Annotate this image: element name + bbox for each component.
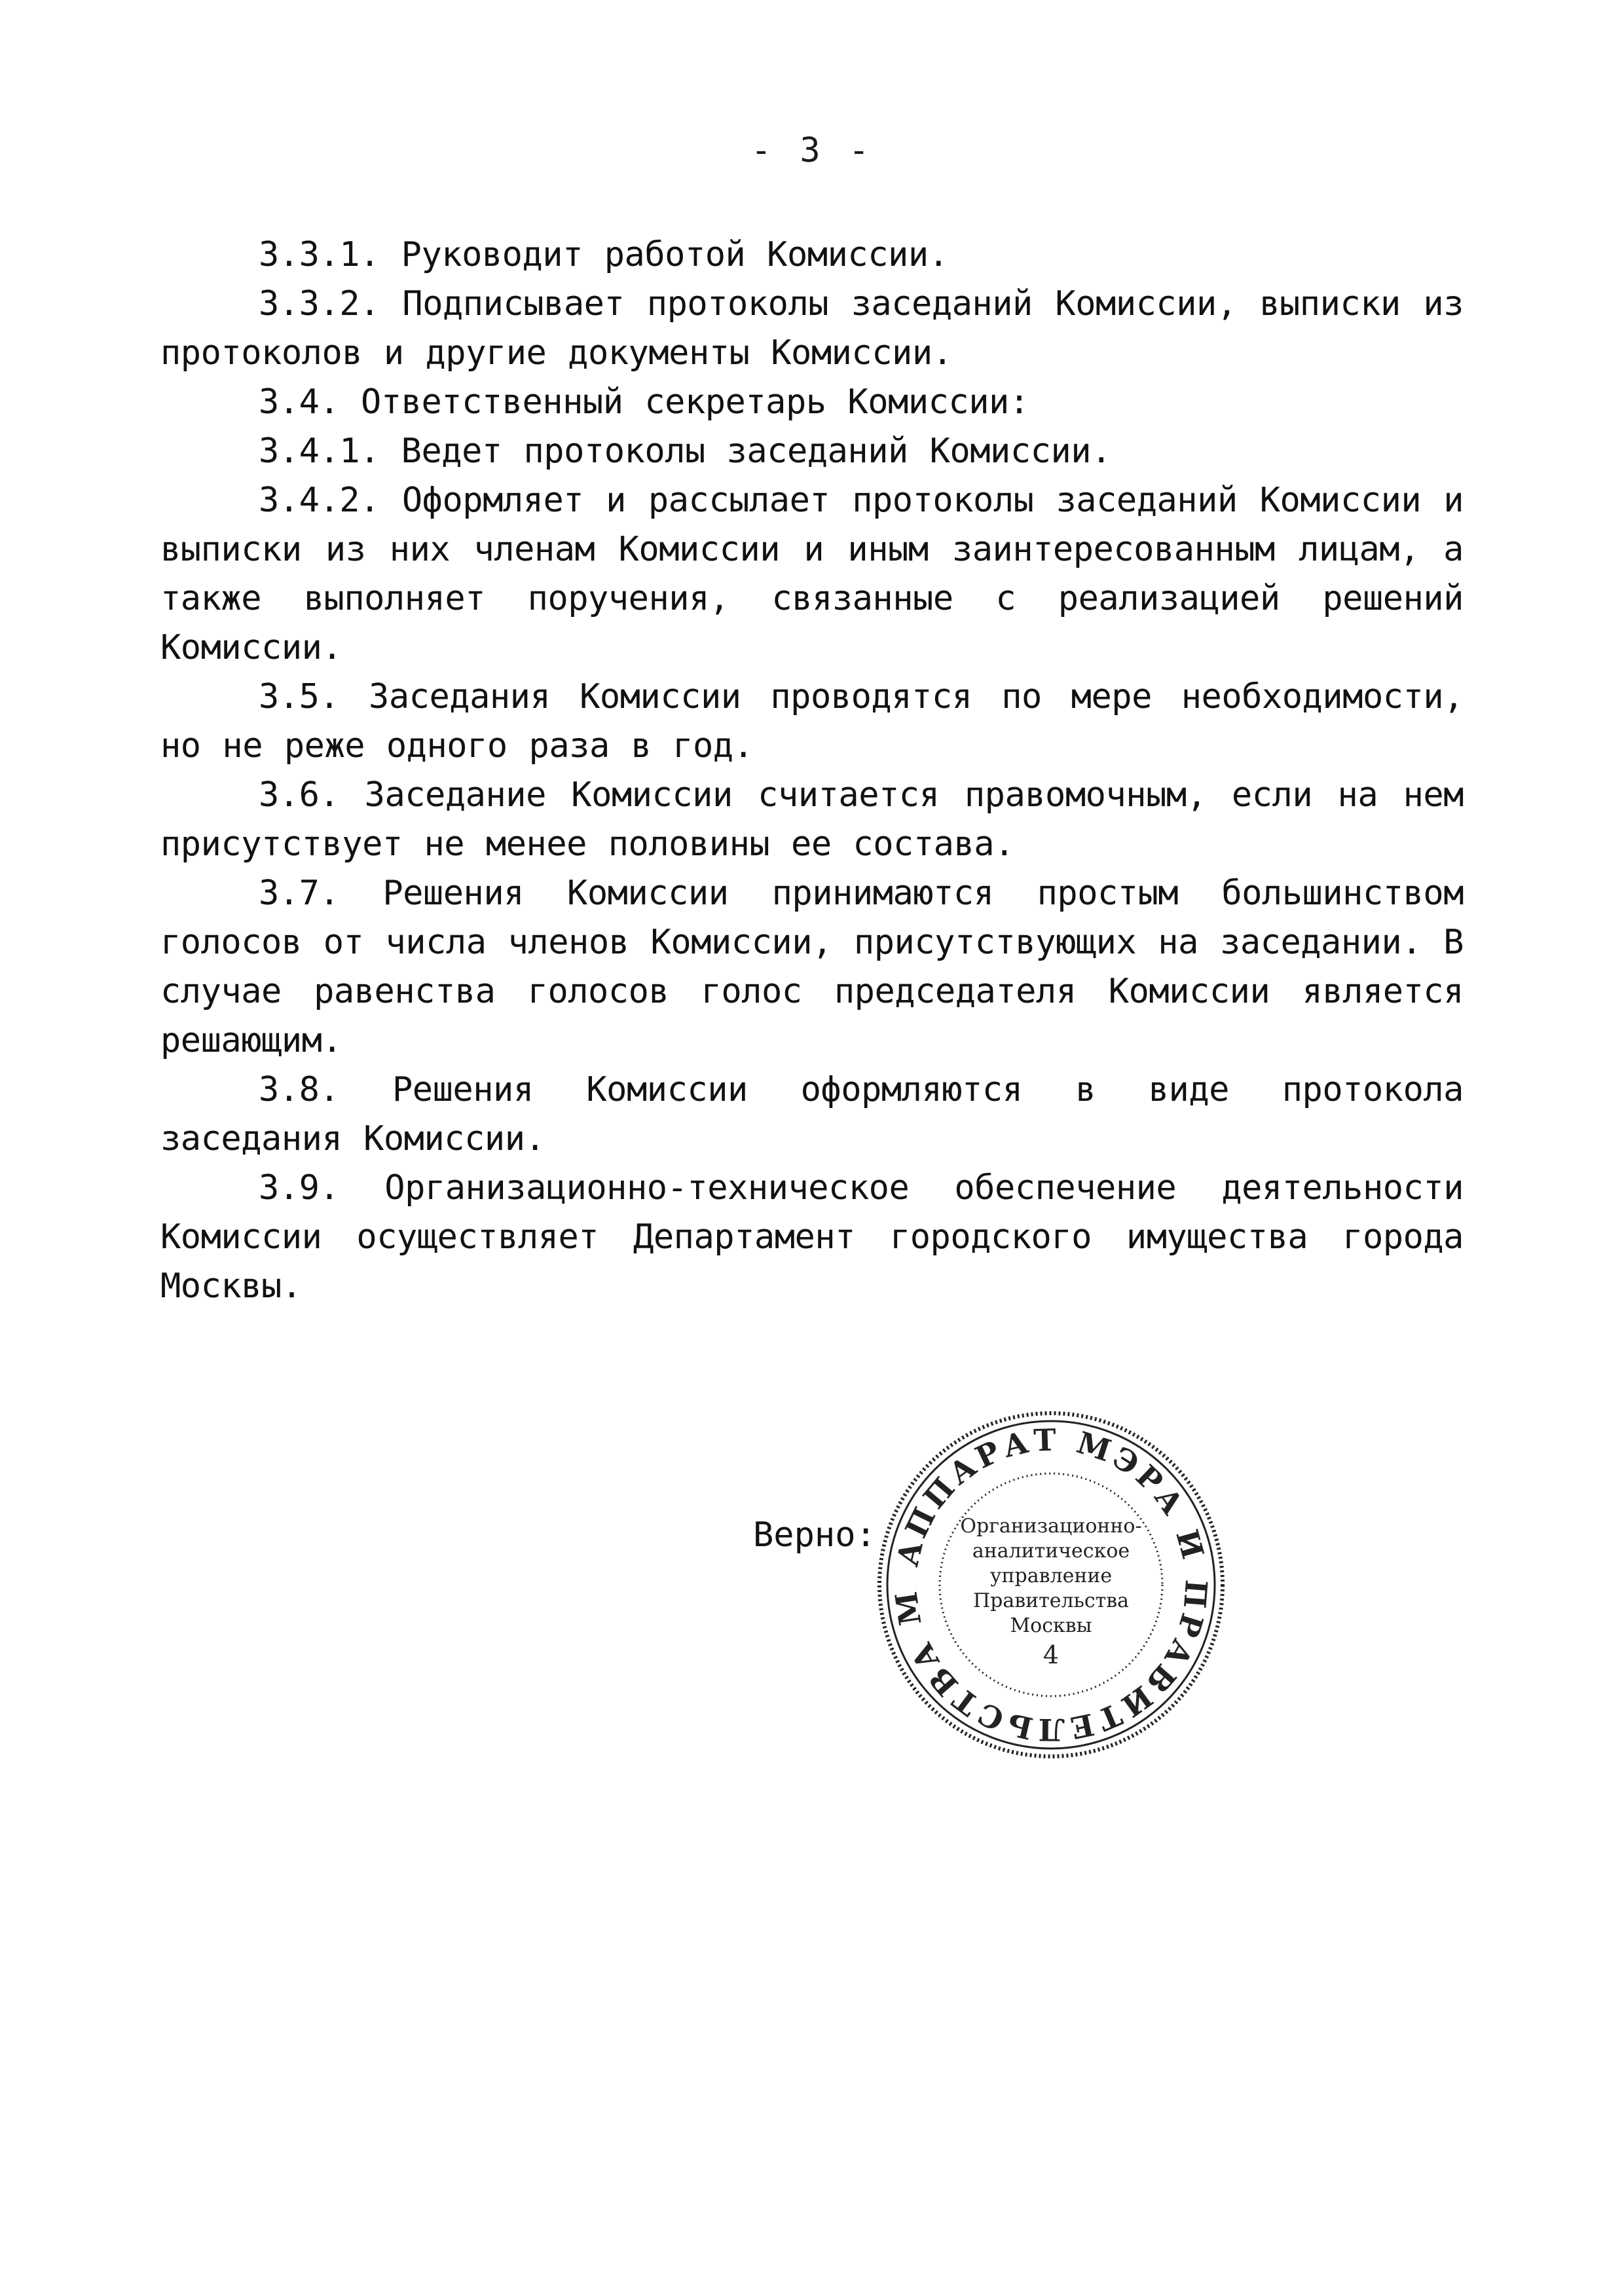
paragraph-3-4-1: 3.4.1. Ведет протоколы заседаний Комиссии.: [259, 432, 1111, 471]
stamp-line-4: Правительства: [972, 1589, 1130, 1612]
paragraph-3-9: 3.9. Организационно-техническое обеспечение деятельности Комиссии осуществляет Департамент городского имущества города Москвы.: [160, 1168, 1464, 1306]
document-body: [160, 231, 1464, 1311]
stamp-line-2: аналитическое: [972, 1540, 1130, 1563]
stamp-ring-textpath: АППАРАТ МЭРА И ПРАВИТЕЛЬСТВА М: [887, 1422, 1215, 1748]
paragraph-3-5: 3.5. Заседания Комиссии проводятся по мере необходимости, но не реже одного раза в год.: [160, 677, 1464, 766]
paragraph-3-3-1: 3.3.1. Руководит работой Комиссии.: [259, 235, 949, 274]
stamp-number: 4: [1043, 1640, 1060, 1669]
paragraph-3-7: 3.7. Решения Комиссии принимаются простым большинством голосов от числа членов Комиссии, присутствующих на заседании. В случае равенства голосов голос председателя Комиссии является решающим.: [160, 874, 1464, 1060]
page-number: - 3 -: [750, 131, 874, 170]
stamp-line-5: Москвы: [1010, 1614, 1092, 1637]
paragraph-3-8: 3.8. Решения Комиссии оформляются в виде протокола заседания Комиссии.: [160, 1070, 1464, 1158]
certification-label: Верно:: [753, 1515, 876, 1555]
paragraph-3-3-2: 3.3.2. Подписывает протоколы заседаний Комиссии, выписки из протоколов и другие документы Комиссии.: [160, 284, 1464, 373]
stamp-seal-graphic: [874, 1408, 1228, 1762]
paragraph-3-6: 3.6. Заседание Комиссии считается правомочным, если на нем присутствует не менее половины ее состава.: [160, 775, 1464, 864]
stamp-line-3: управление: [989, 1565, 1113, 1587]
paragraph-3-4: 3.4. Ответственный секретарь Комиссии:: [259, 382, 1029, 422]
stamp-line-1: Организационно-: [960, 1515, 1142, 1538]
paragraph-3-4-2: 3.4.2. Оформляет и рассылает протоколы заседаний Комиссии и выписки из них членам Комиссии и иным заинтересованным лицам, а также выполняет поручения, связанные с реализацией решений Комиссии.: [160, 481, 1464, 667]
official-stamp: [874, 1408, 1228, 1762]
